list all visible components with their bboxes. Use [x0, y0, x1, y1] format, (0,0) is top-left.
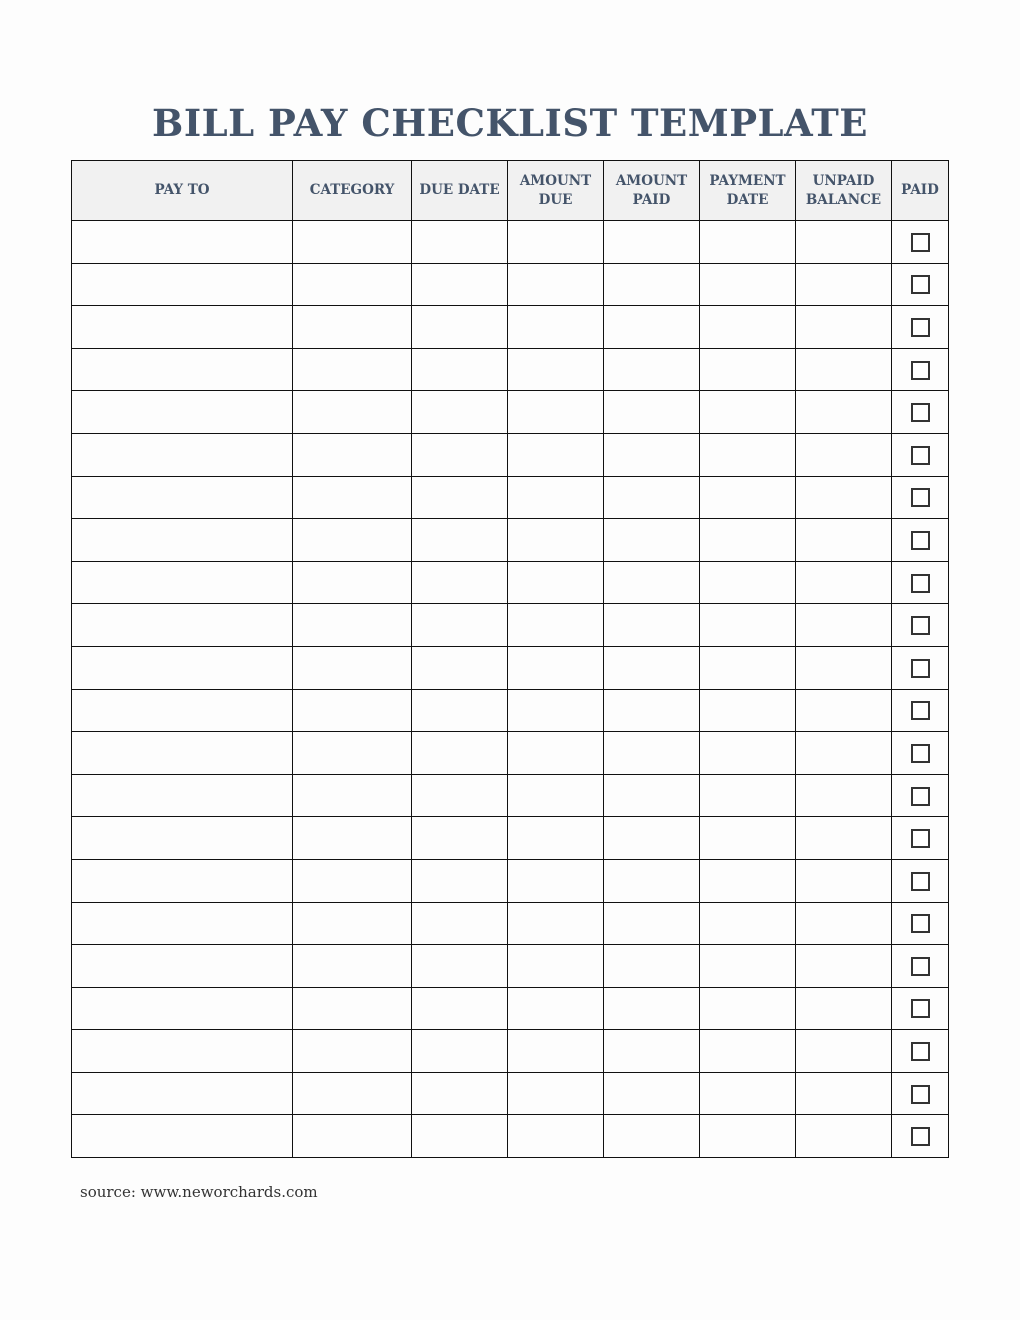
table-row	[72, 263, 949, 306]
category-cell[interactable]	[293, 1072, 412, 1115]
due-date-cell[interactable]	[412, 391, 508, 434]
payment-date-cell[interactable]	[700, 604, 796, 647]
category-cell[interactable]	[293, 391, 412, 434]
amount-due-cell[interactable]	[508, 433, 604, 476]
category-cell[interactable]	[293, 987, 412, 1030]
category-cell[interactable]	[293, 604, 412, 647]
amount-paid-cell[interactable]	[604, 646, 700, 689]
payment-date-cell[interactable]	[700, 561, 796, 604]
pay-to-cell[interactable]	[72, 306, 293, 349]
unpaid-balance-cell[interactable]	[796, 1072, 892, 1115]
paid-checkbox[interactable]	[911, 787, 930, 806]
table-row	[72, 306, 949, 349]
table-row	[72, 1072, 949, 1115]
unpaid-balance-cell[interactable]	[796, 263, 892, 306]
due-date-cell[interactable]	[412, 987, 508, 1030]
paid-checkbox[interactable]	[911, 275, 930, 294]
payment-date-cell[interactable]	[700, 646, 796, 689]
payment-date-cell[interactable]	[700, 391, 796, 434]
payment-date-cell[interactable]	[700, 987, 796, 1030]
due-date-cell[interactable]	[412, 519, 508, 562]
category-cell[interactable]	[293, 519, 412, 562]
amount-paid-cell[interactable]	[604, 1072, 700, 1115]
paid-cell	[892, 263, 949, 306]
paid-cell	[892, 306, 949, 349]
table-row	[72, 987, 949, 1030]
amount-paid-cell[interactable]	[604, 263, 700, 306]
paid-cell	[892, 817, 949, 860]
amount-paid-cell[interactable]	[604, 987, 700, 1030]
due-date-cell[interactable]	[412, 306, 508, 349]
paid-cell	[892, 433, 949, 476]
table-row	[72, 646, 949, 689]
amount-paid-cell[interactable]	[604, 945, 700, 988]
table-row	[72, 732, 949, 775]
amount-paid-cell[interactable]	[604, 519, 700, 562]
category-cell[interactable]	[293, 306, 412, 349]
table-row	[72, 1030, 949, 1073]
table-row	[72, 348, 949, 391]
column-header-amount-paid: AMOUNT PAID	[604, 161, 700, 221]
pay-to-cell[interactable]	[72, 1030, 293, 1073]
paid-cell	[892, 1030, 949, 1073]
category-cell[interactable]	[293, 1115, 412, 1158]
paid-cell	[892, 1072, 949, 1115]
unpaid-balance-cell[interactable]	[796, 1030, 892, 1073]
table-row	[72, 859, 949, 902]
amount-paid-cell[interactable]	[604, 221, 700, 264]
paid-checkbox[interactable]	[911, 233, 930, 252]
paid-cell	[892, 1115, 949, 1158]
amount-due-cell[interactable]	[508, 817, 604, 860]
source-note: source: www.neworchards.com	[80, 1183, 318, 1201]
paid-checkbox[interactable]	[911, 361, 930, 380]
payment-date-cell[interactable]	[700, 348, 796, 391]
paid-cell	[892, 945, 949, 988]
table-row	[72, 774, 949, 817]
paid-checkbox[interactable]	[911, 616, 930, 635]
table-header-row	[72, 161, 949, 221]
amount-due-cell[interactable]	[508, 1115, 604, 1158]
pay-to-cell[interactable]	[72, 221, 293, 264]
category-cell[interactable]	[293, 732, 412, 775]
amount-due-cell[interactable]	[508, 476, 604, 519]
due-date-cell[interactable]	[412, 348, 508, 391]
table-row	[72, 902, 949, 945]
category-cell[interactable]	[293, 433, 412, 476]
category-cell[interactable]	[293, 348, 412, 391]
pay-to-cell[interactable]	[72, 348, 293, 391]
amount-due-cell[interactable]	[508, 774, 604, 817]
category-cell[interactable]	[293, 774, 412, 817]
pay-to-cell[interactable]	[72, 859, 293, 902]
amount-paid-cell[interactable]	[604, 348, 700, 391]
paid-checkbox[interactable]	[911, 659, 930, 678]
amount-paid-cell[interactable]	[604, 817, 700, 860]
unpaid-balance-cell[interactable]	[796, 732, 892, 775]
payment-date-cell[interactable]	[700, 519, 796, 562]
amount-due-cell[interactable]	[508, 391, 604, 434]
amount-due-cell[interactable]	[508, 859, 604, 902]
paid-cell	[892, 221, 949, 264]
paid-checkbox[interactable]	[911, 1085, 930, 1104]
amount-paid-cell[interactable]	[604, 732, 700, 775]
payment-date-cell[interactable]	[700, 1115, 796, 1158]
table-row	[72, 561, 949, 604]
amount-due-cell[interactable]	[508, 646, 604, 689]
unpaid-balance-cell[interactable]	[796, 433, 892, 476]
paid-cell	[892, 348, 949, 391]
amount-paid-cell[interactable]	[604, 433, 700, 476]
column-header-amount-due: AMOUNT DUE	[508, 161, 604, 221]
table-row	[72, 519, 949, 562]
pay-to-cell[interactable]	[72, 689, 293, 732]
paid-checkbox[interactable]	[911, 701, 930, 720]
paid-checkbox[interactable]	[911, 957, 930, 976]
unpaid-balance-cell[interactable]	[796, 604, 892, 647]
unpaid-balance-cell[interactable]	[796, 817, 892, 860]
pay-to-cell[interactable]	[72, 1072, 293, 1115]
paid-cell	[892, 519, 949, 562]
due-date-cell[interactable]	[412, 774, 508, 817]
pay-to-cell[interactable]	[72, 945, 293, 988]
due-date-cell[interactable]	[412, 433, 508, 476]
table-row	[72, 604, 949, 647]
amount-paid-cell[interactable]	[604, 774, 700, 817]
due-date-cell[interactable]	[412, 1030, 508, 1073]
amount-due-cell[interactable]	[508, 945, 604, 988]
unpaid-balance-cell[interactable]	[796, 476, 892, 519]
amount-due-cell[interactable]	[508, 306, 604, 349]
amount-paid-cell[interactable]	[604, 1115, 700, 1158]
table-row	[72, 221, 949, 264]
column-header-unpaid-balance: UNPAID BALANCE	[796, 161, 892, 221]
table-row	[72, 945, 949, 988]
pay-to-cell[interactable]	[72, 1115, 293, 1158]
table-row	[72, 817, 949, 860]
payment-date-cell[interactable]	[700, 476, 796, 519]
table-row	[72, 476, 949, 519]
amount-due-cell[interactable]	[508, 902, 604, 945]
pay-to-cell[interactable]	[72, 604, 293, 647]
column-header-due-date: DUE DATE	[412, 161, 508, 221]
pay-to-cell[interactable]	[72, 902, 293, 945]
due-date-cell[interactable]	[412, 561, 508, 604]
due-date-cell[interactable]	[412, 945, 508, 988]
amount-paid-cell[interactable]	[604, 306, 700, 349]
paid-cell	[892, 604, 949, 647]
category-cell[interactable]	[293, 859, 412, 902]
due-date-cell[interactable]	[412, 859, 508, 902]
paid-cell	[892, 689, 949, 732]
table-body	[72, 221, 949, 1158]
category-cell[interactable]	[293, 1030, 412, 1073]
pay-to-cell[interactable]	[72, 519, 293, 562]
category-cell[interactable]	[293, 476, 412, 519]
payment-date-cell[interactable]	[700, 263, 796, 306]
paid-cell	[892, 476, 949, 519]
unpaid-balance-cell[interactable]	[796, 902, 892, 945]
paid-cell	[892, 902, 949, 945]
pay-to-cell[interactable]	[72, 263, 293, 306]
unpaid-balance-cell[interactable]	[796, 561, 892, 604]
category-cell[interactable]	[293, 817, 412, 860]
category-cell[interactable]	[293, 561, 412, 604]
amount-paid-cell[interactable]	[604, 391, 700, 434]
unpaid-balance-cell[interactable]	[796, 774, 892, 817]
category-cell[interactable]	[293, 221, 412, 264]
category-cell[interactable]	[293, 689, 412, 732]
paid-cell	[892, 561, 949, 604]
column-header-paid: PAID	[892, 161, 949, 221]
amount-paid-cell[interactable]	[604, 859, 700, 902]
due-date-cell[interactable]	[412, 263, 508, 306]
payment-date-cell[interactable]	[700, 774, 796, 817]
paid-checkbox[interactable]	[911, 531, 930, 550]
table-row	[72, 391, 949, 434]
due-date-cell[interactable]	[412, 817, 508, 860]
amount-due-cell[interactable]	[508, 561, 604, 604]
pay-to-cell[interactable]	[72, 561, 293, 604]
payment-date-cell[interactable]	[700, 902, 796, 945]
paid-checkbox[interactable]	[911, 1127, 930, 1146]
amount-due-cell[interactable]	[508, 348, 604, 391]
paid-checkbox[interactable]	[911, 999, 930, 1018]
amount-paid-cell[interactable]	[604, 476, 700, 519]
amount-paid-cell[interactable]	[604, 902, 700, 945]
pay-to-cell[interactable]	[72, 987, 293, 1030]
paid-checkbox[interactable]	[911, 403, 930, 422]
page-title: BILL PAY CHECKLIST TEMPLATE	[152, 101, 868, 145]
unpaid-balance-cell[interactable]	[796, 987, 892, 1030]
due-date-cell[interactable]	[412, 646, 508, 689]
paid-cell	[892, 859, 949, 902]
table-row	[72, 689, 949, 732]
amount-due-cell[interactable]	[508, 1072, 604, 1115]
unpaid-balance-cell[interactable]	[796, 391, 892, 434]
amount-due-cell[interactable]	[508, 604, 604, 647]
due-date-cell[interactable]	[412, 476, 508, 519]
category-cell[interactable]	[293, 263, 412, 306]
payment-date-cell[interactable]	[700, 689, 796, 732]
column-header-payment-date: PAYMENT DATE	[700, 161, 796, 221]
amount-due-cell[interactable]	[508, 689, 604, 732]
paid-checkbox[interactable]	[911, 914, 930, 933]
amount-paid-cell[interactable]	[604, 604, 700, 647]
unpaid-balance-cell[interactable]	[796, 859, 892, 902]
due-date-cell[interactable]	[412, 732, 508, 775]
bill-checklist-table	[71, 160, 949, 1158]
paid-cell	[892, 646, 949, 689]
paid-checkbox[interactable]	[911, 744, 930, 763]
column-header-category: CATEGORY	[293, 161, 412, 221]
payment-date-cell[interactable]	[700, 859, 796, 902]
category-cell[interactable]	[293, 945, 412, 988]
due-date-cell[interactable]	[412, 221, 508, 264]
payment-date-cell[interactable]	[700, 732, 796, 775]
amount-paid-cell[interactable]	[604, 1030, 700, 1073]
pay-to-cell[interactable]	[72, 732, 293, 775]
unpaid-balance-cell[interactable]	[796, 945, 892, 988]
amount-due-cell[interactable]	[508, 987, 604, 1030]
column-header-pay-to: PAY TO	[72, 161, 293, 221]
payment-date-cell[interactable]	[700, 817, 796, 860]
paid-cell	[892, 774, 949, 817]
payment-date-cell[interactable]	[700, 1072, 796, 1115]
paid-cell	[892, 732, 949, 775]
payment-date-cell[interactable]	[700, 433, 796, 476]
amount-paid-cell[interactable]	[604, 689, 700, 732]
category-cell[interactable]	[293, 902, 412, 945]
paid-checkbox[interactable]	[911, 829, 930, 848]
amount-due-cell[interactable]	[508, 263, 604, 306]
category-cell[interactable]	[293, 646, 412, 689]
unpaid-balance-cell[interactable]	[796, 221, 892, 264]
unpaid-balance-cell[interactable]	[796, 306, 892, 349]
payment-date-cell[interactable]	[700, 306, 796, 349]
due-date-cell[interactable]	[412, 1115, 508, 1158]
paid-checkbox[interactable]	[911, 318, 930, 337]
due-date-cell[interactable]	[412, 902, 508, 945]
pay-to-cell[interactable]	[72, 817, 293, 860]
pay-to-cell[interactable]	[72, 774, 293, 817]
table-row	[72, 1115, 949, 1158]
due-date-cell[interactable]	[412, 1072, 508, 1115]
unpaid-balance-cell[interactable]	[796, 689, 892, 732]
payment-date-cell[interactable]	[700, 1030, 796, 1073]
pay-to-cell[interactable]	[72, 433, 293, 476]
pay-to-cell[interactable]	[72, 391, 293, 434]
payment-date-cell[interactable]	[700, 945, 796, 988]
amount-due-cell[interactable]	[508, 732, 604, 775]
unpaid-balance-cell[interactable]	[796, 519, 892, 562]
table-row	[72, 433, 949, 476]
unpaid-balance-cell[interactable]	[796, 1115, 892, 1158]
paid-cell	[892, 391, 949, 434]
paid-cell	[892, 987, 949, 1030]
payment-date-cell[interactable]	[700, 221, 796, 264]
amount-due-cell[interactable]	[508, 221, 604, 264]
unpaid-balance-cell[interactable]	[796, 646, 892, 689]
amount-paid-cell[interactable]	[604, 561, 700, 604]
unpaid-balance-cell[interactable]	[796, 348, 892, 391]
due-date-cell[interactable]	[412, 604, 508, 647]
paid-checkbox[interactable]	[911, 574, 930, 593]
pay-to-cell[interactable]	[72, 476, 293, 519]
pay-to-cell[interactable]	[72, 646, 293, 689]
amount-due-cell[interactable]	[508, 519, 604, 562]
paid-checkbox[interactable]	[911, 488, 930, 507]
paid-checkbox[interactable]	[911, 872, 930, 891]
paid-checkbox[interactable]	[911, 446, 930, 465]
paid-checkbox[interactable]	[911, 1042, 930, 1061]
due-date-cell[interactable]	[412, 689, 508, 732]
amount-due-cell[interactable]	[508, 1030, 604, 1073]
